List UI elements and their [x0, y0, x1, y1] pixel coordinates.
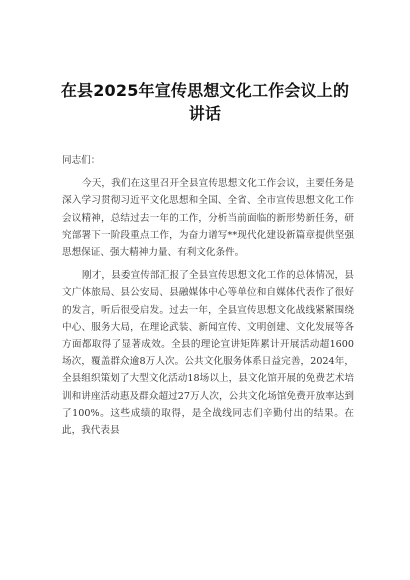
document-body	[62, 152, 354, 439]
document-title	[40, 79, 370, 125]
salutation: 同志们：	[62, 155, 101, 166]
title-line-2: 讲话	[188, 104, 222, 123]
title-line-1: 在县2025年宣传思想文化工作会议上的	[60, 81, 350, 100]
paragraph-2: 刚才，县委宣传部汇报了全县宣传思想文化工作的总体情况，县文广体旅局、县公安局、县融媒体中心等单位和自媒体代表作了很好的发言，听后很受启发。过去一年，全县宣传思想文化战线紧紧围绕中心、服务大局，在理论武装、新闻宣传、文明创建、文化发展等各方面都取得了显著成效。全县的理论宣讲矩阵累计开展活动超1600场次，覆盖群众逾8万人次。公共文化服务体系日益完善，2024年，全县组织策划了大型文化活动18场以上，县文化馆开展的免费艺术培训和讲座活动惠及群众超过27万人次，公共文化场馆免费开放率达到了100%。这些成绩的取得，是全战线同志们辛勤付出的结果。在此，我代表县	[62, 270, 354, 437]
paragraph-1: 今天，我们在这里召开全县宣传思想文化工作会议，主要任务是深入学习贯彻习近平文化思想和全国、全省、全市宣传思想文化工作会议精神，总结过去一年的工作，分析当前面临的新形势新任务，研究部署下一阶段重点工作，为奋力谱写**现代化建设新篇章提供坚强思想保证、强大精神力量、有利文化条件。	[62, 178, 354, 259]
